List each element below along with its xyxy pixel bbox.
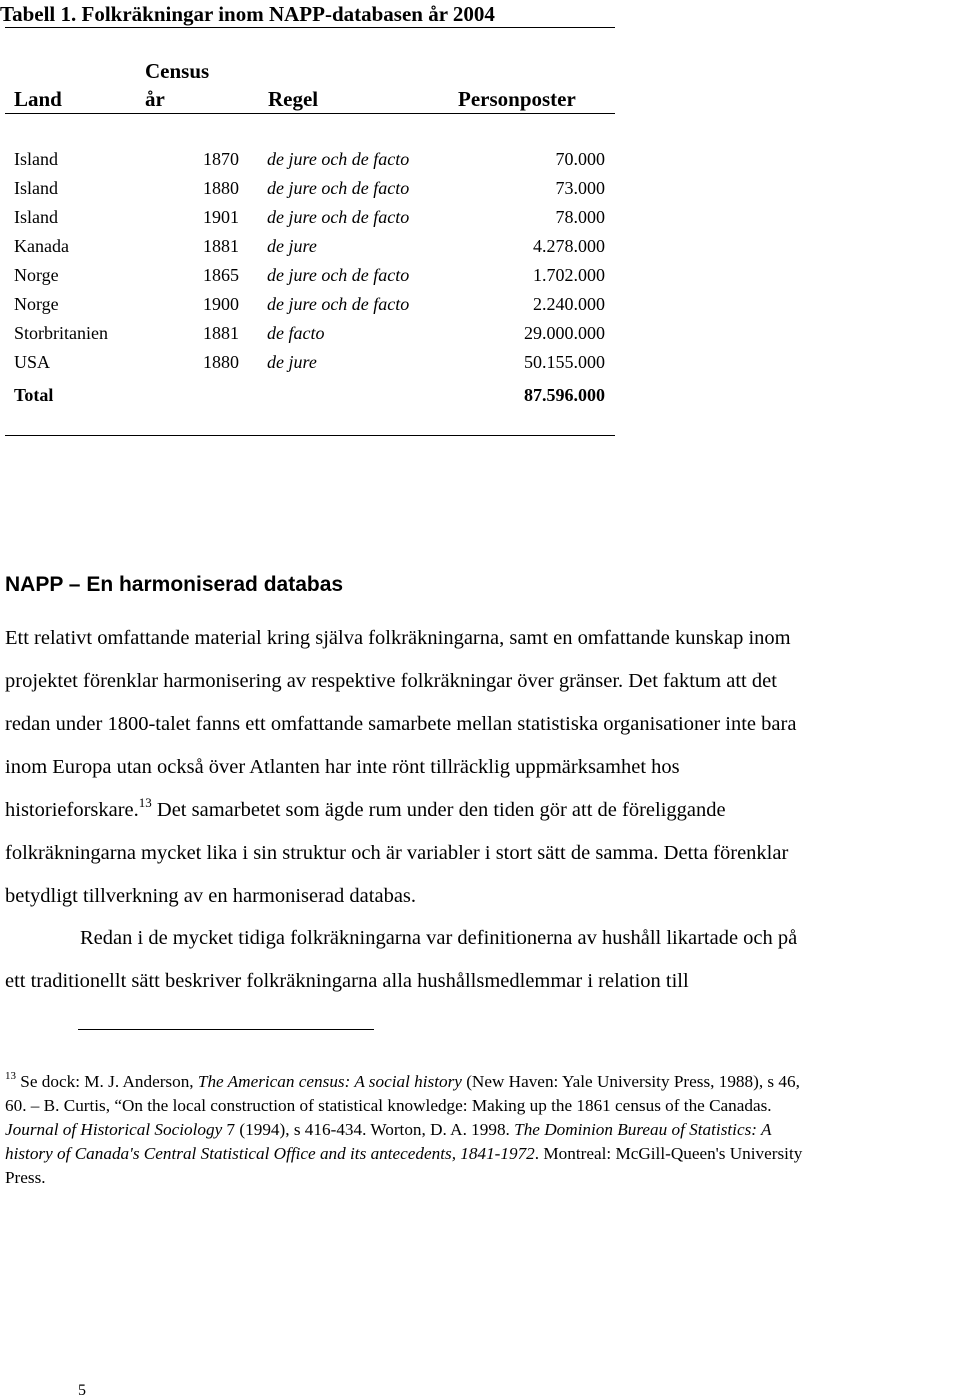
paragraph-line — [5, 789, 960, 832]
cell-ar: 1880 — [203, 352, 239, 372]
cell-land: Norge — [14, 294, 59, 314]
paragraph-line: betydligt tillverkning av en harmoniserad databas. — [5, 885, 417, 907]
cell-personposter: 50.155.000 — [524, 352, 605, 372]
header-personposter: Personposter — [458, 87, 576, 111]
paragraph-1 — [5, 617, 960, 918]
total-value: 87.596.000 — [524, 385, 605, 405]
paragraph-line: Ett relativt omfattande material kring själva folkräkningarna, samt en omfattande kunskap inom — [5, 627, 791, 649]
cell-personposter: 1.702.000 — [533, 265, 605, 285]
table-caption: Tabell 1. Folkräkningar inom NAPP-databasen år 2004 — [0, 2, 495, 26]
cell-personposter: 4.278.000 — [533, 236, 605, 256]
cell-regel: de jure och de facto — [267, 178, 410, 198]
footnote-reference: 13 — [138, 795, 152, 810]
header-ar: år — [145, 87, 165, 111]
page-number: 5 — [78, 1382, 86, 1399]
footnote-number: 13 — [5, 1070, 16, 1082]
table-row — [0, 174, 620, 203]
table-row — [0, 232, 620, 261]
paragraph-line: ett traditionellt sätt beskriver folkräkningarna alla hushållsmedlemmar i relation till — [5, 970, 689, 992]
table-row — [0, 290, 620, 319]
header-regel: Regel — [268, 87, 319, 111]
cell-personposter: 73.000 — [555, 178, 605, 198]
cell-ar: 1900 — [203, 294, 239, 314]
cell-land: Island — [14, 178, 58, 198]
section-heading: NAPP – En harmoniserad databas — [5, 573, 344, 596]
footnote-line — [5, 1118, 960, 1142]
cell-ar: 1881 — [203, 236, 239, 256]
header-rule — [5, 113, 615, 114]
caption-rule — [5, 27, 615, 28]
footnote-text: . Montreal: McGill-Queen's University — [534, 1144, 803, 1163]
cell-regel: de facto — [267, 323, 325, 343]
footnote-line — [5, 1070, 960, 1094]
footnote-title: Journal of Historical Sociology — [5, 1120, 223, 1139]
cell-regel: de jure — [267, 236, 317, 256]
footnote-text: (New Haven: Yale University Press, 1988), s 46, — [461, 1072, 800, 1091]
total-row — [0, 381, 620, 410]
table-row — [0, 145, 620, 174]
header-census: Census — [145, 59, 210, 83]
table-bottom-rule — [5, 435, 615, 436]
cell-personposter: 2.240.000 — [533, 294, 605, 314]
paragraph-line: redan under 1800-talet fanns ett omfattande samarbete mellan statistiska organisationer inte bara — [5, 713, 797, 735]
cell-land: USA — [14, 352, 51, 372]
paragraph-line: projektet förenklar harmonisering av respektive folkräkningar över gränser. Det faktum att det — [5, 670, 777, 692]
footnote — [5, 1070, 960, 1190]
cell-regel: de jure och de facto — [267, 207, 410, 227]
cell-personposter: 29.000.000 — [524, 323, 605, 343]
line-text: Det samarbetet som ägde rum under den tiden gör att de föreliggande — [151, 799, 726, 821]
footnote-text: Se dock: M. J. Anderson, — [16, 1072, 198, 1091]
footnote-title: The American census: A social history — [197, 1072, 462, 1091]
table-row — [0, 348, 620, 377]
cell-regel: de jure — [267, 352, 317, 372]
cell-land: Norge — [14, 265, 59, 285]
total-label: Total — [14, 385, 54, 405]
table-row — [0, 203, 620, 232]
cell-ar: 1865 — [203, 265, 239, 285]
cell-personposter: 78.000 — [555, 207, 605, 227]
table-row — [0, 319, 620, 348]
footnote-line — [5, 1142, 960, 1166]
footnote-separator — [78, 1029, 374, 1030]
footnote-line: 60. – B. Curtis, “On the local construction of statistical knowledge: Making up the 1861 census of the Canadas. — [5, 1096, 772, 1115]
cell-personposter: 70.000 — [555, 149, 605, 169]
line-text: historieforskare. — [5, 799, 139, 821]
table-row — [0, 261, 620, 290]
cell-regel: de jure och de facto — [267, 265, 410, 285]
cell-land: Kanada — [14, 236, 69, 256]
cell-land: Storbritanien — [14, 323, 108, 343]
cell-ar: 1870 — [203, 149, 239, 169]
cell-ar: 1880 — [203, 178, 239, 198]
paragraph-line: folkräkningarna mycket lika i sin struktur och är variabler i stort sätt de samma. Detta förenklar — [5, 842, 789, 864]
paragraph-line: inom Europa utan också över Atlanten har inte rönt tillräcklig uppmärksamhet hos — [5, 756, 680, 778]
paragraph-line: Redan i de mycket tidiga folkräkningarna var definitionerna av hushåll likartade och på — [80, 927, 798, 949]
cell-land: Island — [14, 207, 58, 227]
cell-ar: 1881 — [203, 323, 239, 343]
footnote-line: Press. — [5, 1168, 46, 1187]
cell-regel: de jure och de facto — [267, 149, 410, 169]
paragraph-2 — [5, 917, 960, 1003]
footnote-title: history of Canada's Central Statistical Office and its antecedents, 1841-1972 — [5, 1144, 535, 1163]
cell-land: Island — [14, 149, 58, 169]
header-land: Land — [14, 87, 62, 111]
footnote-title: The Dominion Bureau of Statistics: A — [514, 1120, 772, 1139]
footnote-text: 7 (1994), s 416-434. Worton, D. A. 1998. — [222, 1120, 515, 1139]
cell-regel: de jure och de facto — [267, 294, 410, 314]
cell-ar: 1901 — [203, 207, 239, 227]
